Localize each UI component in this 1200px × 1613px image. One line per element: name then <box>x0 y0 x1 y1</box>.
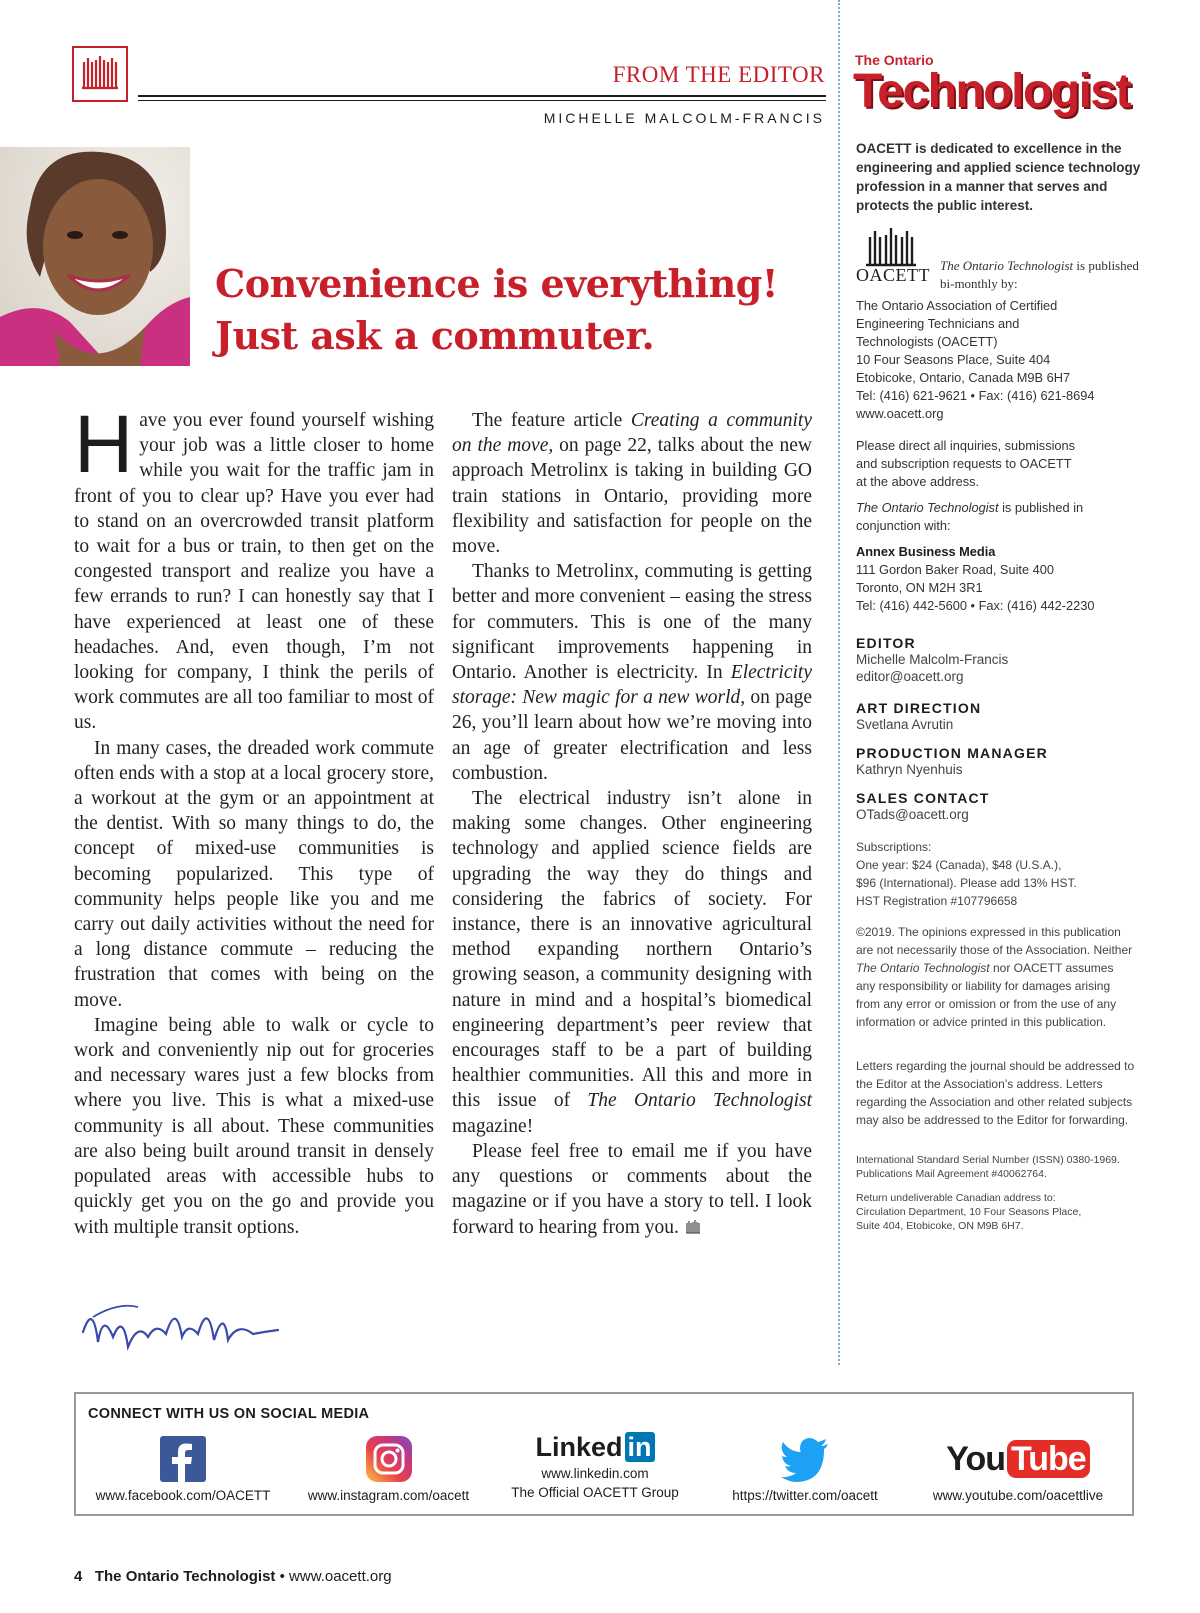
annex-name: Annex Business Media <box>856 544 996 559</box>
credit-name: Michelle Malcolm-Francis <box>856 652 1009 667</box>
address-line: Etobicoke, Ontario, Canada M9B 6H7 <box>856 370 1071 385</box>
mission-statement: OACETT is dedicated to excellence in the engineering and applied science technology profession in a manner that serves and protects the public interest. <box>856 141 1141 213</box>
footer-separator: • <box>279 1568 285 1585</box>
paragraph <box>452 408 812 559</box>
magazine-title: The Ontario Technologist <box>587 1090 812 1112</box>
sales-email-link[interactable]: OTads@oacett.org <box>856 807 969 822</box>
masthead-title: Technologist <box>853 65 1131 118</box>
text-line: HST Registration #107796658 <box>856 894 1018 908</box>
footer-website-link[interactable]: www.oacett.org <box>289 1568 392 1585</box>
paragraph <box>452 786 812 1139</box>
text-line: $96 (International). Please add 13% HST. <box>856 876 1077 890</box>
subscriptions <box>856 838 1156 910</box>
headline-line-2: Just ask a commuter. <box>215 313 655 358</box>
address-line: Technologists (OACETT) <box>856 334 998 349</box>
copyright-notice <box>856 923 1136 1031</box>
letters-note: Letters regarding the journal should be addressed to the Editor at the Association’s address. Letters regarding the Association and other related subjects may also be addressed to the Editor for forwarding. <box>856 1059 1135 1127</box>
facebook-icon <box>160 1436 206 1482</box>
published-by-text: is published bi-monthly by: <box>940 258 1139 291</box>
editor-byline: MICHELLE MALCOLM-FRANCIS <box>543 110 825 126</box>
page-footer <box>74 1568 392 1585</box>
magazine-title: The Ontario Technologist <box>940 258 1074 273</box>
twitter-link[interactable] <box>715 1436 895 1503</box>
instagram-link[interactable] <box>296 1436 481 1503</box>
linkedin-link[interactable] <box>495 1430 695 1500</box>
article-headline <box>215 258 815 362</box>
magazine-title: The Ontario Technologist <box>856 500 999 515</box>
website-link[interactable]: www.oacett.org <box>856 406 944 421</box>
text-line: Circulation Department, 10 Four Seasons Place, <box>856 1206 1082 1218</box>
facebook-link[interactable] <box>88 1436 278 1503</box>
article-reference: Creating a community on the move, <box>452 410 812 457</box>
text-line: at the above address. <box>856 474 980 489</box>
end-mark-icon <box>684 1219 702 1235</box>
credit-heading: PRODUCTION MANAGER <box>856 745 1048 761</box>
editor-credit <box>856 635 1156 685</box>
header-rule-thin <box>138 100 826 101</box>
text: is published in <box>998 500 1084 515</box>
inquiries-note <box>856 437 1156 491</box>
text-line: Suite 404, Etobicoke, ON M9B 6H7. <box>856 1220 1024 1232</box>
art-credit <box>856 700 1156 733</box>
address-line: Tel: (416) 621-9621 • Fax: (416) 621-8694 <box>856 388 1095 403</box>
paragraph-text: The electrical industry isn’t alone in making some changes. Other engineering technology and applied science fields are upgrading the way they do things and considering the fabrics of society. For instance, there is an innovative agricultural method expanding northern Ontario’s growing season, a community designing with nature in mind and a hospital’s biomedical engineering department’s peer review that encourages staff to be a part of building healthier communities. All this and more in this issue of <box>452 788 812 1112</box>
credit-name: Kathryn Nyenhuis <box>856 762 963 777</box>
text-line: Please direct all inquiries, submissions <box>856 438 1076 453</box>
credit-heading: EDITOR <box>856 635 916 651</box>
social-title: CONNECT WITH US ON SOCIAL MEDIA <box>88 1406 370 1422</box>
linkedin-url: www.linkedin.com <box>541 1466 649 1481</box>
paragraph-text: ave you ever found yourself wishing your job was a little closer to home while you wait for the traffic jam in front of you to clear up? Have you ever had to stand on an overcrowded transit platform to wait for a bus or train, to then get on the congested transport and realize you have a few errands to run? I can honestly say that I have experienced at least one of these headaches. And, even though, I’m not looking for company, I think the perils of work commutes are all too familiar to most of us. <box>74 410 434 734</box>
conjunction-note <box>856 499 1156 535</box>
youtube-icon <box>918 1436 1118 1482</box>
paragraph <box>74 399 434 736</box>
editor-photo <box>0 147 190 366</box>
footer-publication: The Ontario Technologist <box>94 1568 276 1585</box>
linkedin-logo-text: Linked <box>535 1432 623 1462</box>
text-line <box>856 499 1156 517</box>
address-line: Toronto, ON M2H 3R1 <box>856 580 983 595</box>
youtube-url: www.youtube.com/oacettlive <box>932 1488 1104 1503</box>
credit-heading: SALES CONTACT <box>856 790 990 806</box>
oacett-logo-icon <box>72 46 128 102</box>
oacett-sidebar-logo <box>856 225 928 293</box>
oacett-logo-text: OACETT <box>856 265 930 285</box>
facebook-url: www.facebook.com/OACETT <box>95 1488 271 1503</box>
youtube-logo-text: You <box>946 1440 1005 1478</box>
twitter-icon <box>780 1436 830 1482</box>
article-column-1 <box>74 399 434 1240</box>
address-line: 111 Gordon Baker Road, Suite 400 <box>856 562 1055 577</box>
return-address <box>856 1191 1156 1233</box>
text-line: and subscription requests to OACETT <box>856 456 1072 471</box>
drop-cap: H <box>74 399 134 490</box>
paragraph <box>452 1139 812 1240</box>
linkedin-group: The Official OACETT Group <box>511 1485 679 1500</box>
annex-address <box>856 543 1156 615</box>
paragraph-text: Please feel free to email me if you have any questions or comments about the magazine or if you have a story to tell. I look forward to hearing from you. <box>452 1140 812 1238</box>
twitter-url: https://twitter.com/oacett <box>732 1488 878 1503</box>
article-column-2 <box>452 408 812 1240</box>
text: ©2019. The opinions expressed in this publication are not necessarily those of the Association. Neither <box>856 925 1133 957</box>
text-line: Return undeliverable Canadian address to: <box>856 1192 1056 1204</box>
address-line: 10 Four Seasons Place, Suite 404 <box>856 352 1051 367</box>
linkedin-icon <box>495 1430 695 1464</box>
youtube-link[interactable] <box>918 1436 1118 1503</box>
instagram-url: www.instagram.com/oacett <box>307 1488 470 1503</box>
org-address <box>856 297 1156 423</box>
address-line: Tel: (416) 442-5600 • Fax: (416) 442-2230 <box>856 598 1095 613</box>
paragraph-text: Thanks to Metrolinx, commuting is getting better and more convenient – easing the stress for commuters. This is one of the many significant improvements happening in Ontario. Another is electricity. In <box>452 561 812 684</box>
magazine-title: The Ontario Technologist <box>856 961 990 975</box>
credit-heading: ART DIRECTION <box>856 700 982 716</box>
text: nor OACETT assumes any responsibility or liability for damages arising from any error or omission or from the use of any information or advice printed in this publication. <box>856 961 1117 1029</box>
section-title: FROM THE EDITOR <box>612 62 825 87</box>
paragraph: Imagine being able to walk or cycle to work and conveniently nip out for groceries and necessary wares just a few blocks from where you live. This is what a mixed-use community is all about. These communities are also being built around transit in densely populated areas with accessible hubs to quickly get you on the go and provide you with multiple transit options. <box>74 1014 434 1238</box>
text-line: conjunction with: <box>856 518 951 533</box>
instagram-icon <box>366 1436 412 1482</box>
paragraph <box>452 559 812 786</box>
sales-credit <box>856 790 1156 823</box>
linkedin-logo-box: in <box>625 1432 655 1462</box>
paragraph-text: on page 22, talks about the new approach Metrolinx is taking in building GO train stations in Ontario, providing more flexibility and satisfaction for people on the move. <box>452 435 812 558</box>
published-by <box>940 257 1150 293</box>
text-line: Subscriptions: <box>856 840 932 854</box>
text-line: One year: $24 (Canada), $48 (U.S.A.), <box>856 858 1062 872</box>
paragraph: In many cases, the dreaded work commute often ends with a stop at a local grocery store, a workout at the gym or an appointment at the dentist. With so many things to do, the concept of mixed-use communities is becoming popularized. This type of community helps people like you and me carry out daily activities without the need for a long distance commute – reducing the frustration that comes with being on the move. <box>74 737 434 1011</box>
paragraph-text: , on page 26, you’ll learn about how we’re moving into an age of greater electrification and less combustion. <box>452 687 812 784</box>
article-reference: Electricity storage: New magic for a new world <box>452 662 812 709</box>
headline-line-1: Convenience is everything! <box>215 261 778 306</box>
page-number: 4 <box>74 1568 83 1585</box>
editor-signature <box>78 1292 318 1362</box>
paragraph-text: The feature article <box>472 410 631 431</box>
youtube-logo-box: Tube <box>1007 1440 1090 1478</box>
credit-name: Svetlana Avrutin <box>856 717 954 732</box>
address-line: The Ontario Association of Certified <box>856 298 1058 313</box>
paragraph-text: magazine! <box>452 1115 534 1137</box>
text-line: Publications Mail Agreement #40062764. <box>856 1168 1047 1180</box>
issn-info <box>856 1153 1156 1181</box>
masthead-small: The Ontario <box>855 52 934 68</box>
column-divider <box>838 0 840 1365</box>
text-line: International Standard Serial Number (ISSN) 0380-1969. <box>856 1154 1120 1166</box>
production-credit <box>856 745 1156 778</box>
address-line: Engineering Technicians and <box>856 316 1020 331</box>
editor-email-link[interactable]: editor@oacett.org <box>856 669 964 684</box>
header-rule <box>138 95 826 97</box>
